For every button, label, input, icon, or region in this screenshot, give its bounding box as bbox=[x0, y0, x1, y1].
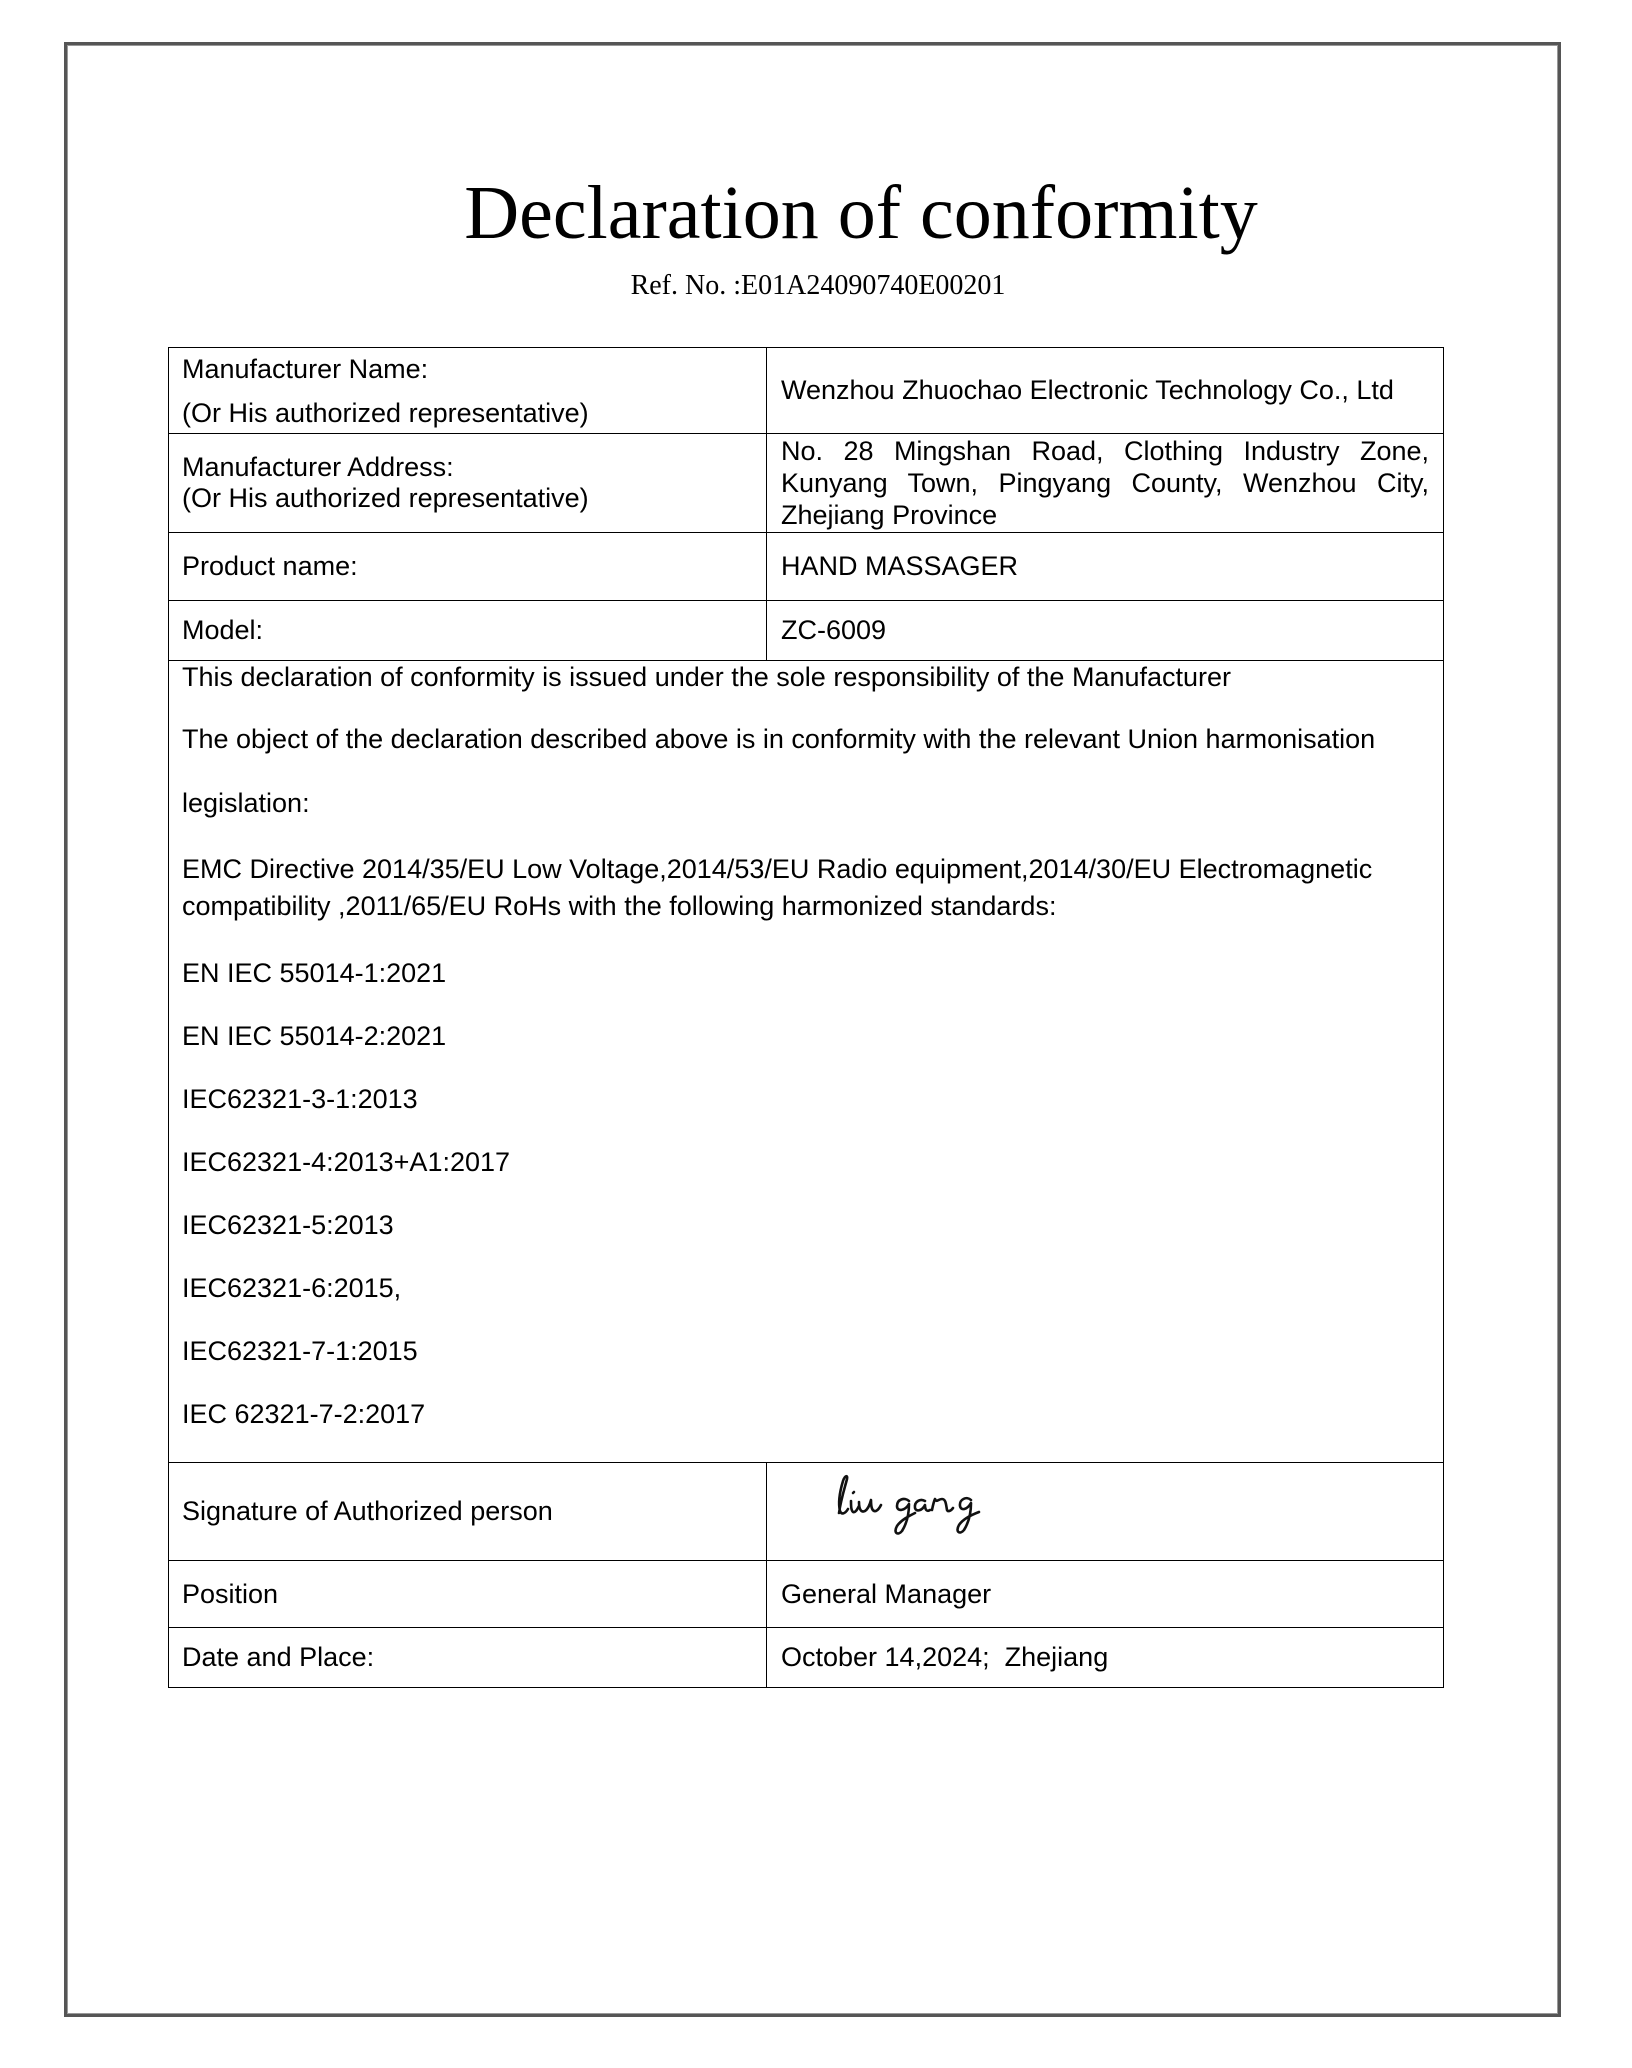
signature-value-cell bbox=[767, 1463, 1443, 1560]
responsibility-statement: This declaration of conformity is issued under the sole responsibility of the Manufacturer bbox=[182, 662, 1232, 692]
conformity-statement-line2: legislation: bbox=[182, 788, 310, 818]
position-row bbox=[169, 1561, 1443, 1628]
standard-item: EN IEC 55014-1:2021 bbox=[182, 958, 447, 988]
model-label: Model: bbox=[182, 615, 264, 645]
declaration-body bbox=[169, 661, 1443, 1463]
manufacturer-name-value: Wenzhou Zhuochao Electronic Technology Co., Ltd bbox=[781, 375, 1394, 405]
model-value-cell bbox=[767, 601, 1443, 660]
manufacturer-address-label-cell bbox=[169, 434, 767, 532]
directives-line2: compatibility ,2011/65/EU RoHs with the following harmonized standards: bbox=[182, 891, 1057, 921]
date-place-label-cell bbox=[169, 1628, 767, 1687]
position-value: General Manager bbox=[781, 1578, 992, 1609]
signature-label-cell bbox=[169, 1463, 767, 1560]
standard-item: EN IEC 55014-2:2021 bbox=[182, 1021, 447, 1051]
standard-item: IEC62321-7-1:2015 bbox=[182, 1336, 418, 1366]
position-value-cell bbox=[767, 1561, 1443, 1627]
date-place-label: Date and Place: bbox=[182, 1642, 375, 1672]
handwritten-signature bbox=[821, 1469, 1001, 1539]
manufacturer-name-label-cell bbox=[169, 348, 767, 433]
product-name-row bbox=[169, 533, 1443, 601]
manufacturer-name-value-cell bbox=[767, 348, 1443, 433]
standard-item: IEC62321-5:2013 bbox=[182, 1210, 394, 1240]
date-place-row bbox=[169, 1628, 1443, 1687]
manufacturer-address-row bbox=[169, 434, 1443, 533]
manufacturer-address-sublabel: (Or His authorized representative) bbox=[182, 483, 589, 513]
position-label-cell bbox=[169, 1561, 767, 1627]
conformity-statement-line1: The object of the declaration described above is in conformity with the relevant Union harmonisation bbox=[182, 724, 1376, 754]
reference-number: Ref. No. :E01A24090740E00201 bbox=[630, 270, 1006, 301]
manufacturer-address-value-cell bbox=[767, 434, 1443, 532]
model-label-cell bbox=[169, 601, 767, 660]
declaration-table bbox=[168, 347, 1444, 1688]
position-label: Position bbox=[182, 1578, 279, 1609]
manufacturer-address-value: No. 28 Mingshan Road, Clothing Industry Zone, Kunyang Town, Pingyang County, Wenzhou City, Zhejiang Province bbox=[781, 436, 1429, 530]
product-name-label: Product name: bbox=[182, 551, 358, 581]
directives-line1: EMC Directive 2014/35/EU Low Voltage,2014/53/EU Radio equipment,2014/30/EU Electromagnetic bbox=[182, 854, 1373, 884]
model-value: ZC-6009 bbox=[781, 615, 887, 645]
product-name-value-cell bbox=[767, 533, 1443, 600]
standard-item: IEC 62321-7-2:2017 bbox=[182, 1399, 426, 1429]
model-row bbox=[169, 601, 1443, 661]
document-title: Declaration of conformity bbox=[464, 171, 1258, 255]
manufacturer-name-label: Manufacturer Name: bbox=[182, 354, 429, 384]
directives-statement bbox=[182, 851, 1430, 925]
manufacturer-name-row bbox=[169, 348, 1443, 434]
product-name-value: HAND MASSAGER bbox=[781, 551, 1019, 581]
manufacturer-name-sublabel: (Or His authorized representative) bbox=[182, 398, 589, 428]
date-place-value: October 14,2024; Zhejiang bbox=[781, 1642, 1109, 1672]
manufacturer-address-label: Manufacturer Address: bbox=[182, 452, 454, 482]
date-place-value-cell bbox=[767, 1628, 1443, 1687]
standard-item: IEC62321-4:2013+A1:2017 bbox=[182, 1147, 511, 1177]
signature-label: Signature of Authorized person bbox=[182, 1496, 553, 1526]
standard-item: IEC62321-3-1:2013 bbox=[182, 1084, 418, 1114]
signature-text bbox=[767, 1463, 768, 1464]
product-name-label-cell bbox=[169, 533, 767, 600]
signature-row bbox=[169, 1463, 1443, 1561]
standard-item: IEC62321-6:2015, bbox=[182, 1273, 402, 1303]
